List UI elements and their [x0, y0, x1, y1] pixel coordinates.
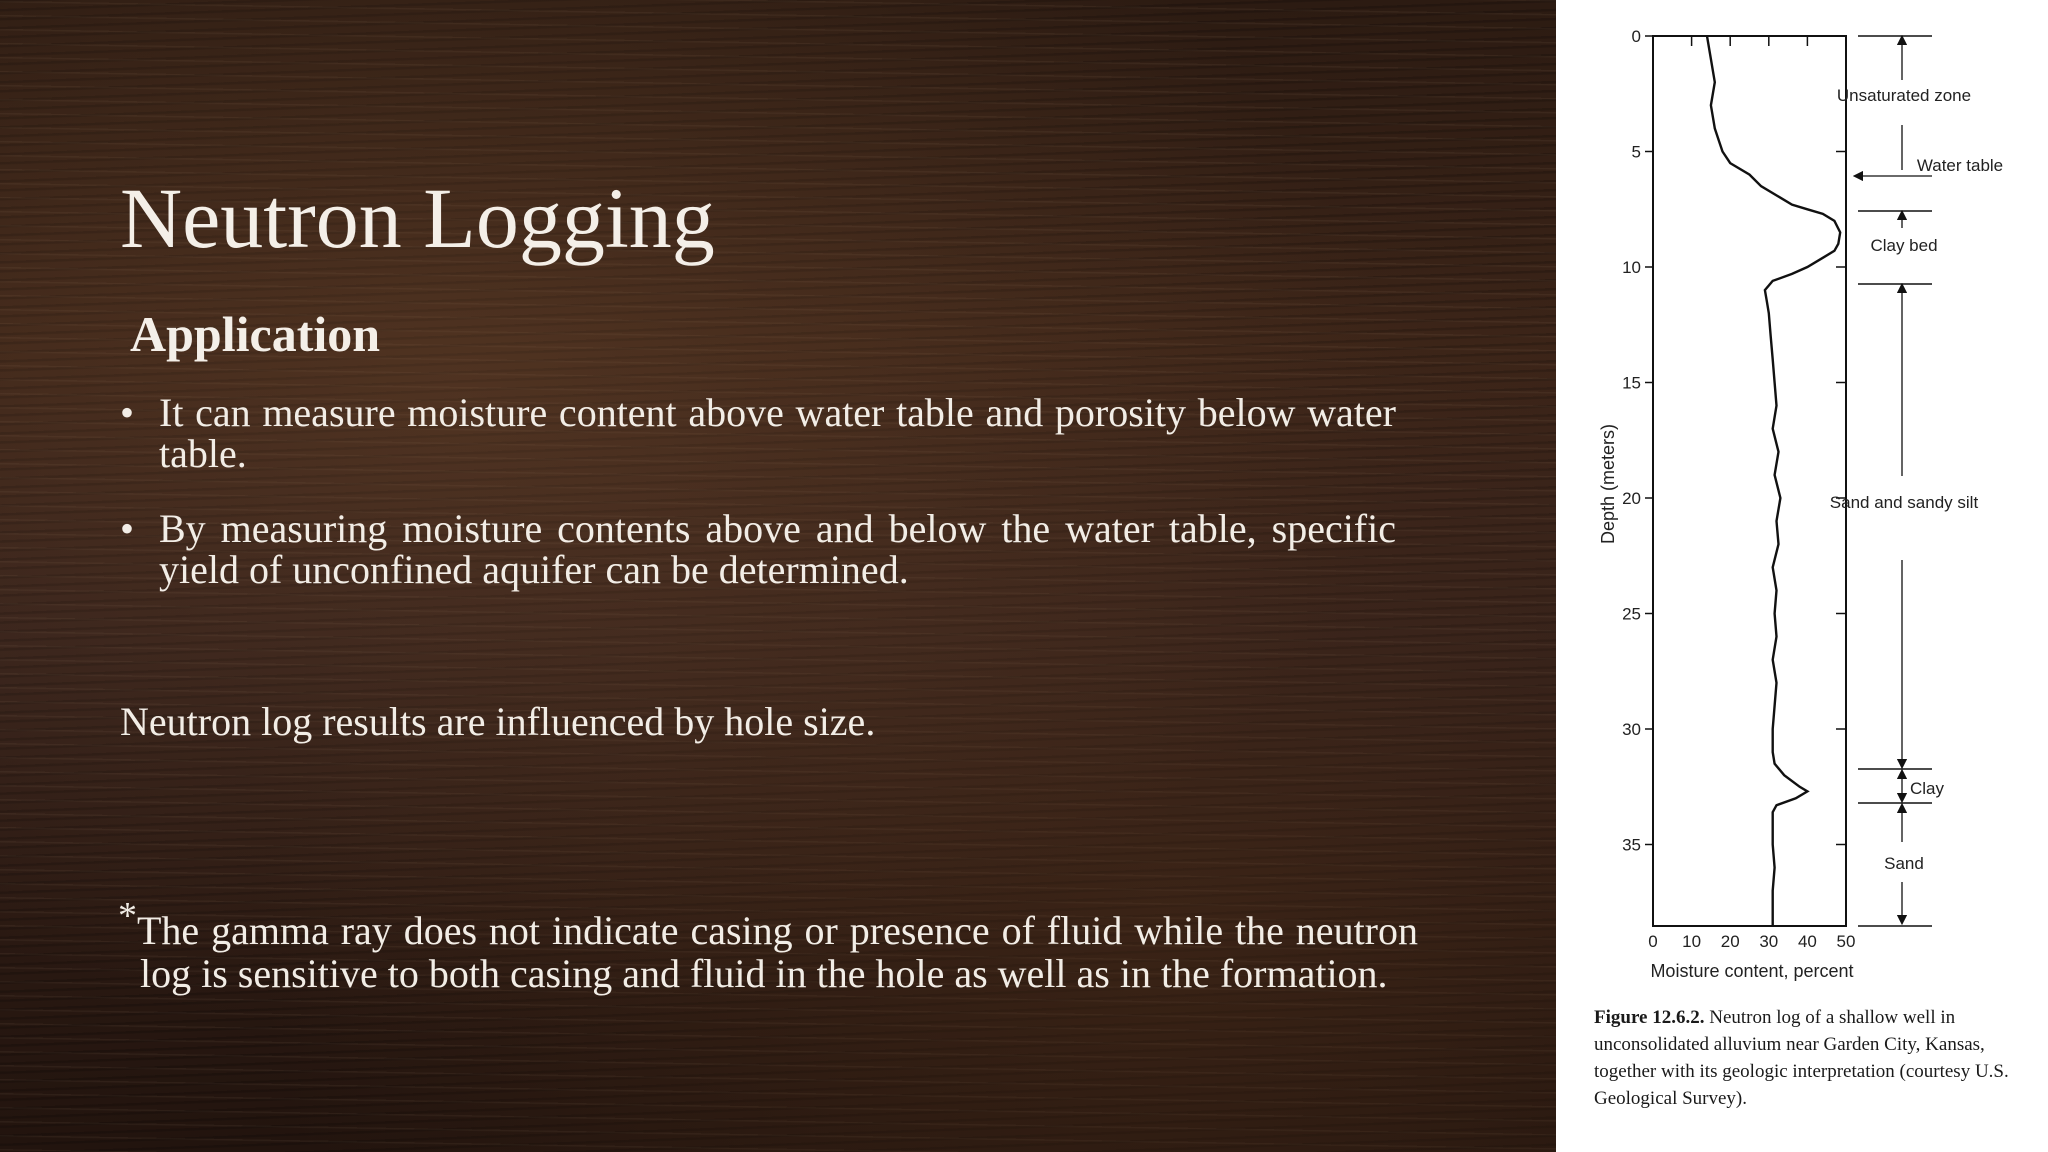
x-tick-label: 20 — [1720, 932, 1740, 951]
y-tick-label: 30 — [1622, 720, 1641, 739]
neutron-log-curve — [1707, 36, 1840, 925]
x-axis-label: Moisture content, percent — [1650, 961, 1854, 981]
slide-title: Neutron Logging — [120, 170, 715, 266]
bullet-dot: • — [120, 506, 135, 551]
y-tick-label: 10 — [1622, 258, 1641, 277]
plot-frame — [1653, 36, 1846, 926]
zone-annotations — [1830, 36, 2003, 926]
zone-label: Sand — [1884, 854, 1924, 873]
y-tick-label: 35 — [1622, 835, 1641, 855]
y-tick-label: 0 — [1631, 27, 1641, 46]
y-axis-ticks — [1622, 27, 1846, 855]
x-tick-label: 50 — [1836, 932, 1856, 951]
x-tick-label: 40 — [1797, 932, 1817, 951]
slide-subtitle: Application — [130, 306, 381, 362]
zone-label: Clay — [1909, 779, 1945, 798]
y-tick-label: 15 — [1622, 373, 1641, 393]
x-axis-ticks — [1648, 36, 1855, 951]
note-text: Neutron log results are influenced by hole size. — [120, 699, 876, 744]
caption-label: Figure 12.6.2. — [1594, 1007, 1705, 1028]
zone-label: Unsaturated zone — [1836, 86, 1972, 105]
bullet-text: It can measure moisture content above water table and porosity below water table. — [159, 390, 1396, 476]
bullet-text: By measuring moisture contents above and below the water table, specific yield of unconfined aquifer can be determined. — [159, 506, 1396, 592]
y-axis-label: Depth (meters) — [1598, 423, 1618, 545]
zone-label: Clay bed — [1870, 236, 1938, 255]
zone-label: Water table — [1916, 156, 2004, 175]
x-tick-label: 10 — [1682, 932, 1702, 951]
y-tick-label: 20 — [1622, 489, 1641, 508]
bullet-dot: • — [120, 390, 135, 435]
figure-caption — [1594, 1004, 2014, 1112]
zone-label: Sand and sandy silt — [1829, 493, 1979, 512]
footnote-text: The gamma ray does not indicate casing or presence of fluid while the neutron log is sensitive to both casing and fluid in the hole as well as in the formation. — [137, 908, 1418, 996]
y-tick-label: 25 — [1622, 604, 1641, 624]
x-tick-label: 30 — [1759, 932, 1779, 951]
footnote-marker: * — [118, 895, 137, 937]
caption-text: Neutron log of a shallow well in unconsolidated alluvium near Garden City, Kansas, together with its geologic interpretation (courtesy U.S. Geological Survey). — [1594, 1007, 2009, 1109]
x-tick-label: 0 — [1648, 932, 1658, 951]
y-tick-label: 5 — [1631, 142, 1641, 162]
